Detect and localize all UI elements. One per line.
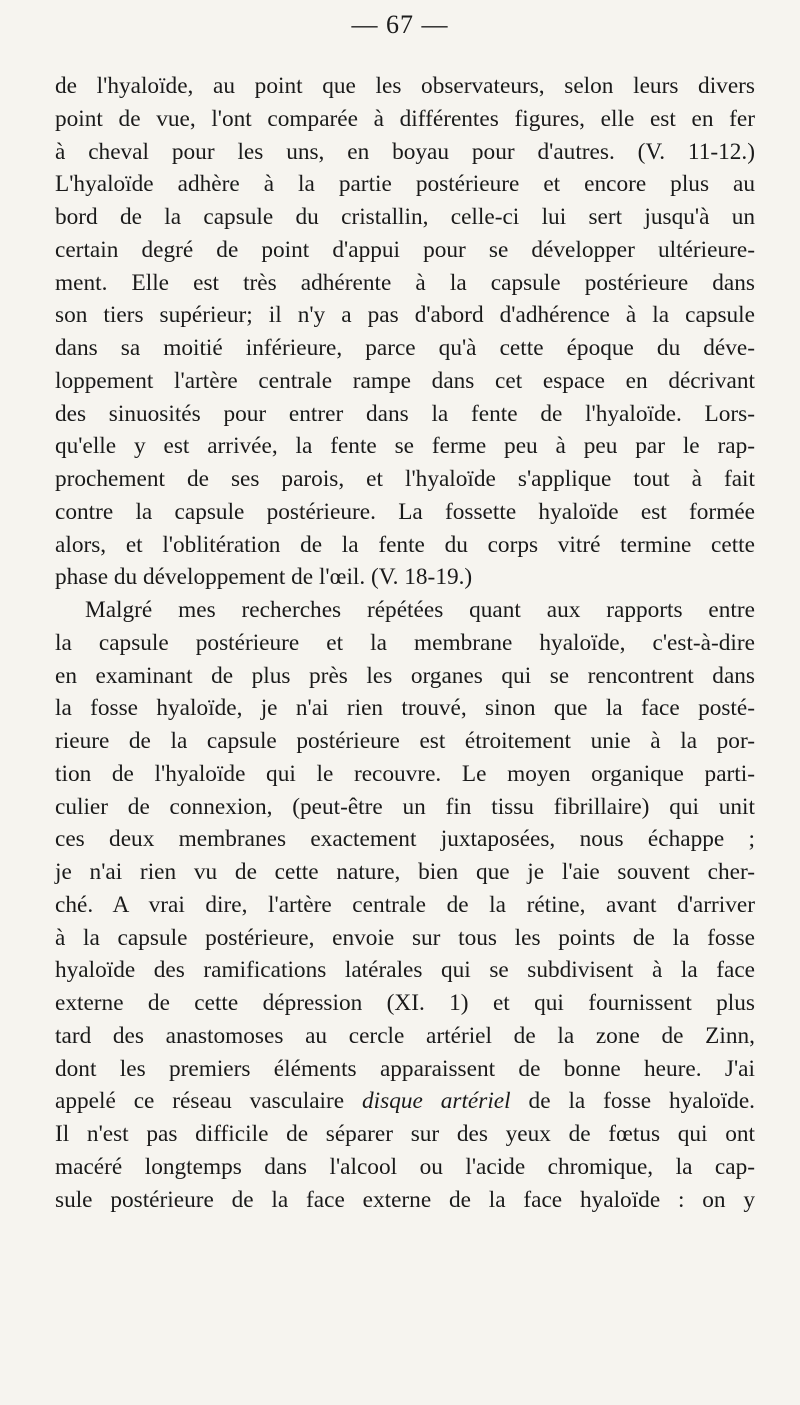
text-line: phase du développement de l'œil. (V. 18-19.) [55, 564, 473, 591]
text-line: son tiers supérieur; il n'y a pas d'abord d'adhérence à la capsule [55, 302, 755, 329]
text-line: certain degré de point d'appui pour se développer ultérieure- [55, 236, 755, 263]
text-line: ché. A vrai dire, l'artère centrale de la rétine, avant d'arriver [55, 891, 755, 918]
body-text [55, 70, 755, 1216]
text-line: de l'hyaloïde, au point que les observateurs, selon leurs divers [55, 73, 755, 99]
text-line: rieure de la capsule postérieure est étroitement unie à la por- [55, 728, 755, 754]
text-line: L'hyaloïde adhère à la partie postérieure et encore plus au [55, 171, 755, 198]
text-line: dont les premiers éléments apparaissent de bonne heure. J'ai [55, 1055, 755, 1082]
text-line: je n'ai rien vu de cette nature, bien que je l'aie souvent cher- [55, 859, 755, 885]
text-line: loppement l'artère centrale rampe dans cet espace en décrivant [55, 367, 755, 394]
text-segment: appelé ce réseau vasculaire [55, 1088, 363, 1115]
text-line: dans sa moitié inférieure, parce qu'à cette époque du déve- [55, 335, 755, 361]
text-line: la capsule postérieure et la membrane hyaloïde, c'est-à-dire [55, 629, 755, 656]
text-line: qu'elle y est arrivée, la fente se ferme peu à peu par le rap- [55, 433, 755, 460]
text-line: tard des anastomoses au cercle artériel de la zone de Zinn, [55, 1022, 755, 1049]
text-line: tion de l'hyaloïde qui le recouvre. Le moyen organique parti- [55, 760, 755, 787]
text-line: externe de cette dépression (XI. 1) et qui fournissent plus [55, 990, 755, 1016]
italic-term: disque artériel [362, 1088, 511, 1115]
text-line: culier de connexion, (peut-être un fin tissu fibrillaire) qui unit [55, 793, 755, 820]
text-line: Il n'est pas difficile de séparer sur des yeux de fœtus qui ont [55, 1121, 755, 1147]
text-line: alors, et l'oblitération de la fente du corps vitré termine cette [55, 531, 755, 558]
text-line: à la capsule postérieure, envoie sur tous les points de la fosse [55, 924, 755, 951]
text-line: Malgré mes recherches répétées quant aux rapports entre [85, 597, 755, 623]
text-line: sule postérieure de la face externe de la face hyaloïde : on y [55, 1186, 755, 1213]
text-line: hyaloïde des ramifications latérales qui se subdivisent à la face [55, 957, 755, 984]
text-line: des sinuosités pour entrer dans la fente de l'hyaloïde. Lors- [55, 400, 755, 427]
text-line: prochement de ses parois, et l'hyaloïde s'applique tout à fait [55, 466, 755, 492]
text-line: contre la capsule postérieure. La fossette hyaloïde est formée [55, 498, 755, 525]
text-line: à cheval pour les uns, en boyau pour d'autres. (V. 11-12.) [55, 138, 755, 165]
text-line: ment. Elle est très adhérente à la capsule postérieure dans [55, 269, 755, 296]
text-line: bord de la capsule du cristallin, celle-ci lui sert jusqu'à un [55, 204, 755, 230]
page-number: — 67 — [351, 10, 449, 39]
text-line: macéré longtemps dans l'alcool ou l'acide chromique, la cap- [55, 1153, 755, 1180]
text-line [55, 1085, 755, 1118]
text-line: la fosse hyaloïde, je n'ai rien trouvé, sinon que la face posté- [55, 695, 755, 722]
text-line: en examinant de plus près les organes qui se rencontrent dans [55, 662, 755, 689]
text-line: point de vue, l'ont comparée à différentes figures, elle est en fer [55, 105, 755, 132]
text-segment: de la fosse hyaloïde. [510, 1088, 755, 1115]
text-line: ces deux membranes exactement juxtaposées, nous échappe ; [55, 826, 755, 853]
